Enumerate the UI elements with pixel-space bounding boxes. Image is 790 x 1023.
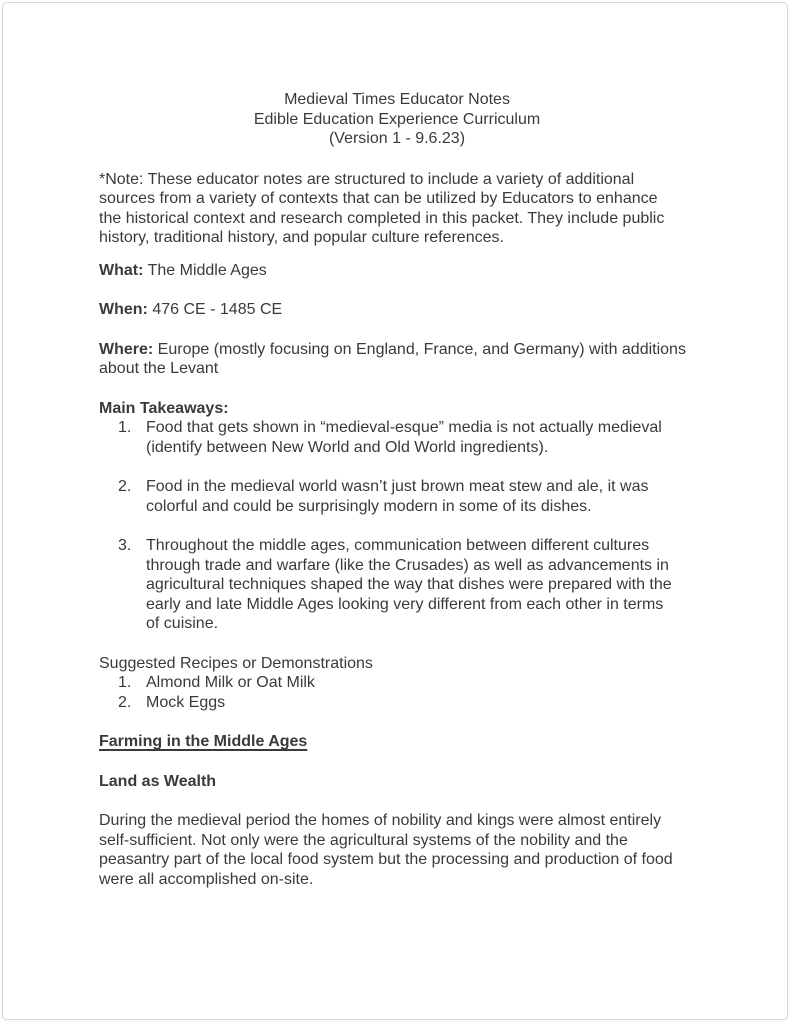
document-page: [2, 2, 788, 1020]
fact-when: [99, 300, 695, 320]
title-block: [99, 90, 695, 149]
fact-what: [99, 261, 695, 281]
recipe-item-1: [99, 673, 695, 693]
fact-when-value: 476 CE - 1485 CE: [147, 301, 283, 318]
doc-title-line-1: Medieval Times Educator Notes: [284, 91, 510, 108]
fact-what-value: The Middle Ages: [143, 261, 267, 279]
fact-where-value: Europe (mostly focusing on England, France, and Germany) with additions about the Levant: [99, 340, 686, 377]
doc-title-line-3: (Version 1 - 9.6.23): [328, 130, 466, 147]
list-item-text: Mock Eggs: [146, 693, 226, 711]
list-item-text: Food that gets shown in “medieval-esque” media is not actually medieval (identify between New World and Old World ingredients).: [146, 419, 662, 456]
list-number: 1.: [118, 674, 132, 691]
takeaway-item-2: [99, 477, 695, 516]
document-content: [99, 3, 695, 889]
section-heading-text: Farming in the Middle Ages: [99, 733, 308, 750]
list-number: 3.: [118, 537, 132, 554]
section-heading-farming: [99, 732, 695, 752]
note-paragraph: *Note: These educator notes are structured to include a variety of additional sources from a variety of contexts that can be utilized by Educators to enhance the historical context and research completed in this packet. They include public history, traditional history, and popular culture references.: [99, 170, 665, 246]
takeaways-list: [99, 418, 695, 634]
list-item-text: Almond Milk or Oat Milk: [146, 674, 315, 691]
doc-title-line-2: Edible Education Experience Curriculum: [253, 110, 541, 128]
takeaway-item-3: [99, 536, 695, 634]
recipe-item-2: [99, 693, 695, 713]
subheading-land-as-wealth: Land as Wealth: [99, 772, 217, 790]
fact-what-label: What:: [99, 261, 144, 279]
fact-where-label: Where:: [99, 340, 154, 358]
body-paragraph-land-as-wealth: During the medieval period the homes of nobility and kings were almost entirely self-sufficient. Not only were the agricultural systems of the nobility and the peasantry part of the local food system but the processing and production of food were all accomplished on-site.: [99, 812, 673, 888]
list-number: 1.: [118, 419, 132, 436]
fact-when-label: When:: [99, 301, 148, 318]
recipes-heading: Suggested Recipes or Demonstrations: [99, 654, 373, 672]
list-item-text: Food in the medieval world wasn’t just brown meat stew and ale, it was colorful and could be surprisingly modern in some of its dishes.: [146, 478, 649, 515]
fact-where: [99, 340, 695, 379]
recipes-list: [99, 673, 695, 712]
list-item-text: Throughout the middle ages, communication between different cultures through trade and warfare (like the Crusades) as well as advancements in agricultural techniques shaped the way that dishes were prepared with the early and late Middle Ages looking very different from each other in terms of cuisine.: [146, 537, 672, 632]
list-number: 2.: [118, 478, 132, 495]
takeaway-item-1: [99, 418, 695, 457]
list-number: 2.: [118, 693, 132, 711]
takeaways-heading: Main Takeaways:: [99, 399, 229, 417]
